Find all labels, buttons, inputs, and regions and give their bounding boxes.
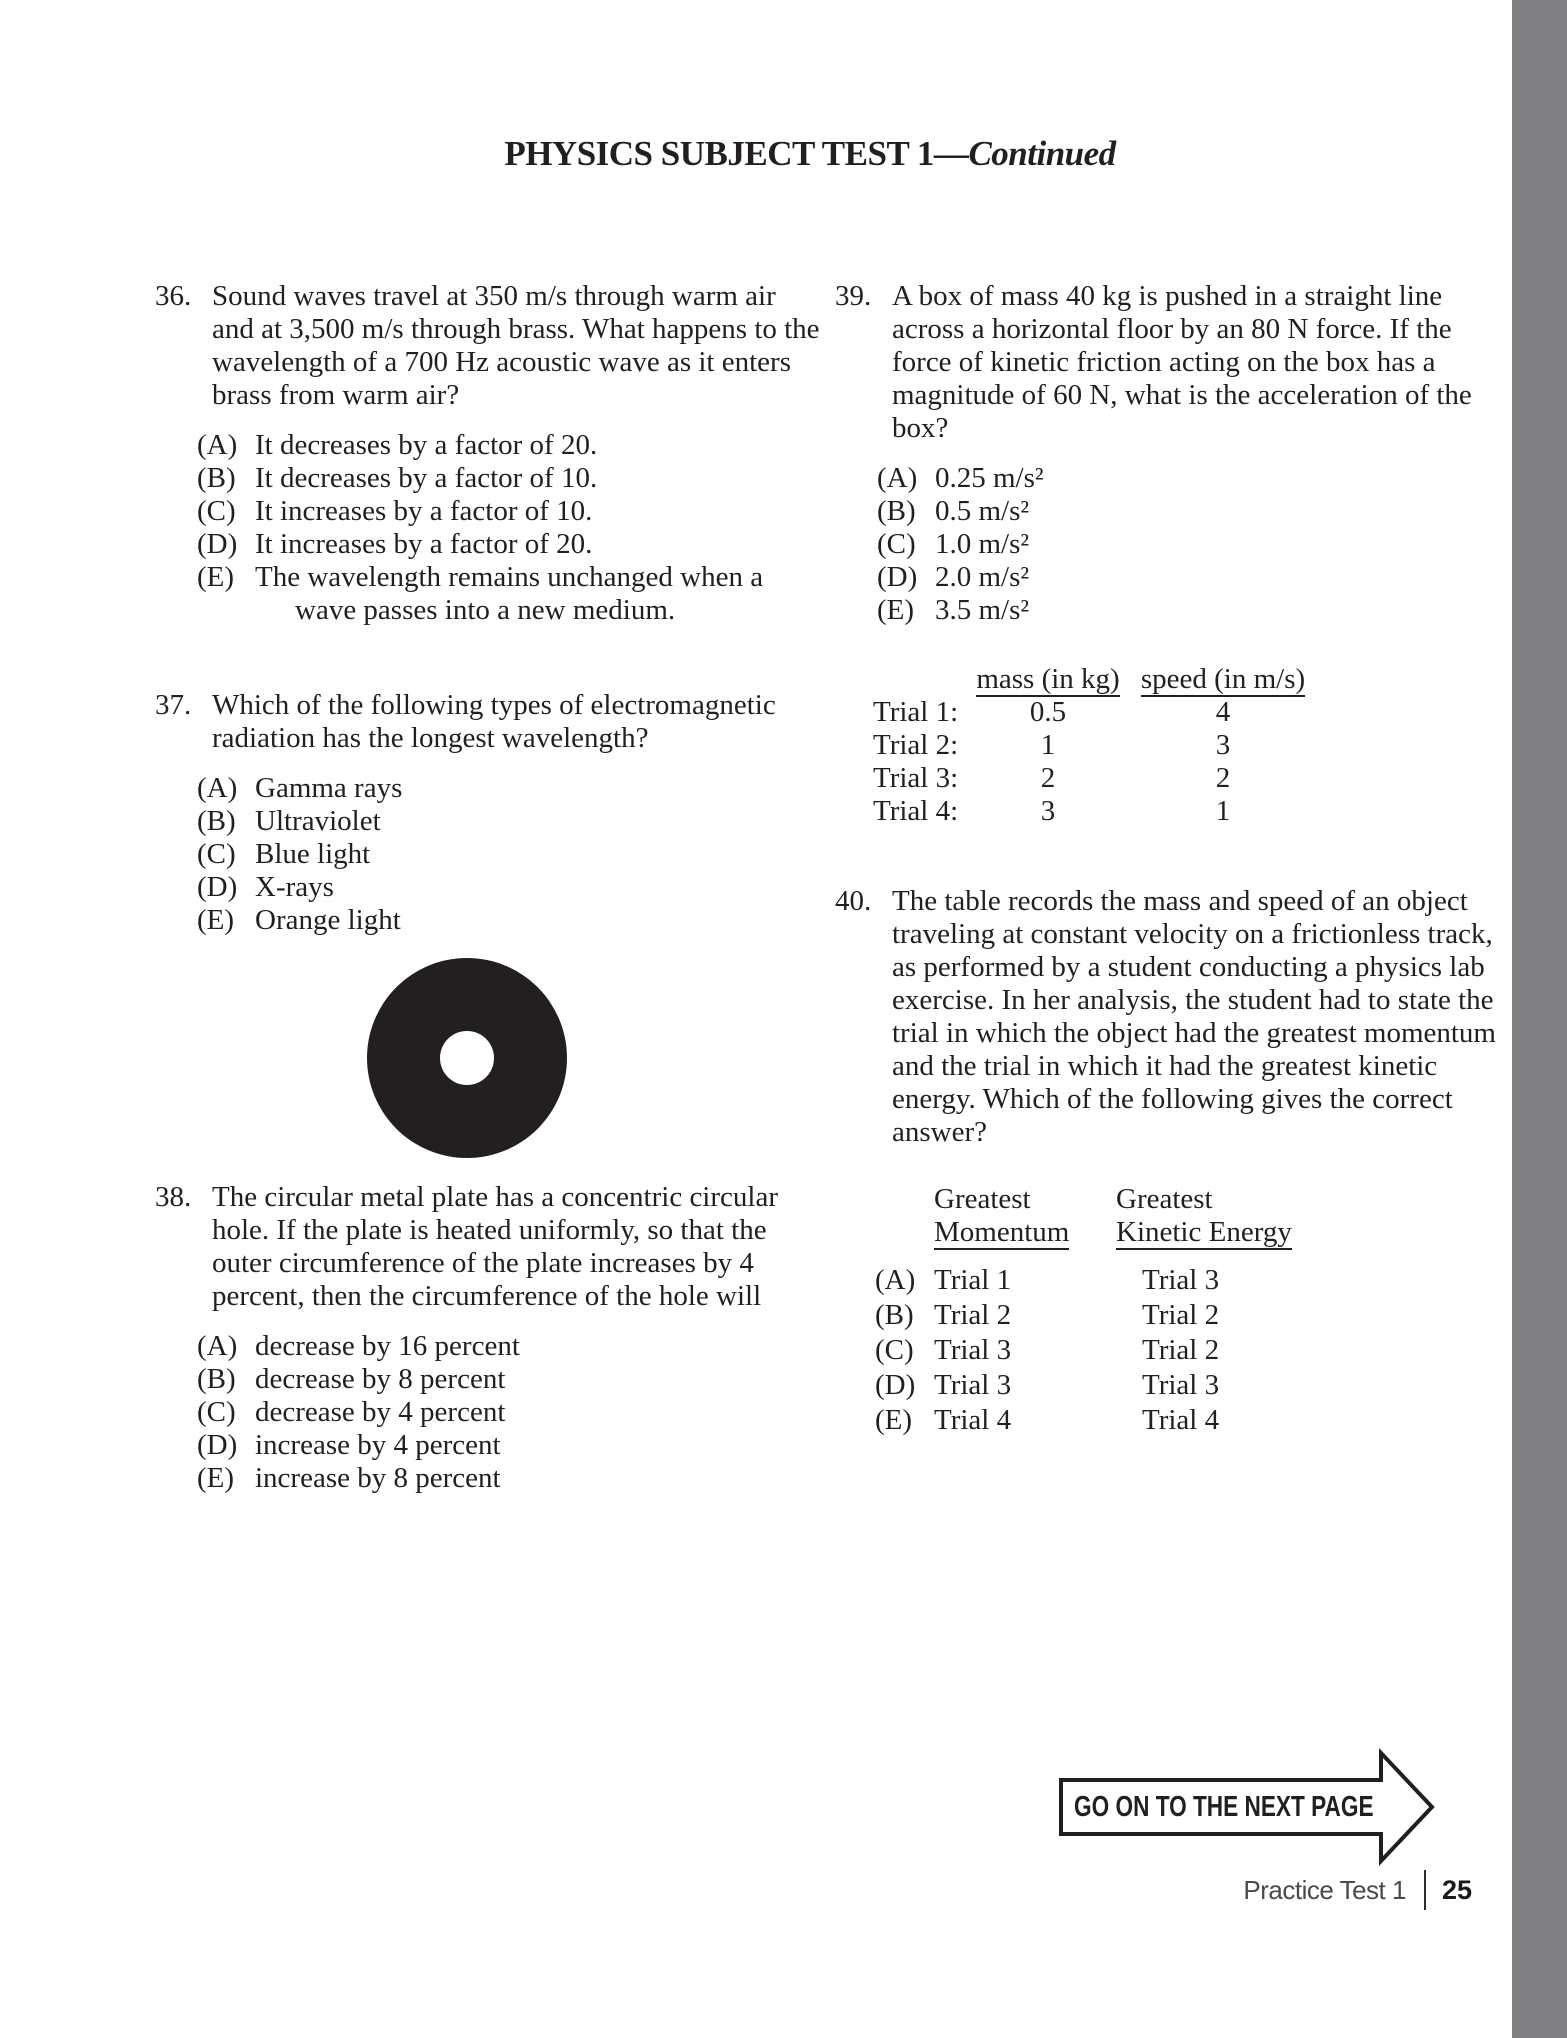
momentum-header-line2: Momentum [934,1216,1070,1248]
page-footer [1243,1870,1472,1910]
option-row [877,462,1500,495]
question-38 [155,1181,820,1495]
option-row [197,904,820,937]
option-label: (A) [197,1330,238,1362]
kinetic-header-line1: Greatest [1116,1183,1213,1215]
option-text: Orange light [255,904,401,936]
option-text: It decreases by a factor of 20. [255,429,598,461]
option-text: It increases by a factor of 20. [255,528,593,560]
option-row [197,462,820,495]
option-label: (A) [197,772,238,804]
practice-test-label: Practice Test 1 [1243,1874,1406,1905]
page-edge-stripe [1512,0,1567,2038]
table-speed-value: 1 [1215,795,1231,827]
option-label: (B) [197,805,236,837]
option-text: 1.0 m/s² [935,528,1030,560]
option-label: (B) [197,1363,236,1395]
option-label: (A) [197,429,238,461]
answer-options [197,1330,820,1495]
question-number: 40. [835,885,872,917]
option-label: (A) [877,462,918,494]
option-label: (B) [875,1299,914,1331]
momentum-answer: Trial 3 [934,1334,1012,1366]
kinetic-answer: Trial 2 [1142,1334,1220,1366]
question-number: 39. [835,280,872,312]
option-text: Ultraviolet [255,805,381,837]
question-text: Which of the following types of electromagnetic radiation has the longest wavelength? [212,689,776,754]
table-speed-value: 4 [1215,696,1231,728]
question-text: The table records the mass and speed of an object traveling at constant velocity on a frictionless track, as performed by a student conducting a physics lab exercise. In her analysis, the student had to state the trial in which the object had the greatest momentum and the trial in which it had the greatest kinetic energy. Which of the following gives the correct answer? [892,885,1496,1148]
table-corner-cell [873,663,968,696]
page-title [120,134,1500,174]
option-row [197,838,820,871]
option-label: (B) [197,462,236,494]
table-speed-value: 2 [1215,762,1231,794]
page-title-continued: Continued [968,134,1116,173]
option-label: (C) [875,1334,914,1366]
table-row-label: Trial 3: [873,762,959,794]
option-text: X-rays [255,871,334,903]
option-label: (D) [875,1369,916,1401]
option-row [877,495,1500,528]
momentum-energy-answer-table [875,1183,1500,1438]
table-speed-value: 3 [1215,729,1231,761]
option-label: (D) [197,871,238,903]
table-row-label: Trial 2: [873,729,959,761]
question-40 [835,885,1500,1438]
momentum-answer: Trial 3 [934,1369,1012,1401]
option-text: It increases by a factor of 10. [255,495,593,527]
go-on-next-page-label: GO ON TO THE NEXT PAGE [1074,1790,1374,1823]
option-label: (E) [197,561,235,593]
table-mass-value: 2 [1040,762,1056,794]
option-text: decrease by 8 percent [255,1363,506,1395]
option-row [877,528,1500,561]
answer-options [197,772,820,937]
table-row-label: Trial 1: [873,696,959,728]
page-number: 25 [1441,1874,1472,1905]
option-row [197,805,820,838]
option-label: (D) [197,528,238,560]
option-text: Blue light [255,838,371,870]
right-column [835,280,1500,1438]
left-column [155,280,820,1495]
mass-column-header: mass (in kg) [976,663,1120,695]
option-label: (D) [197,1429,238,1461]
option-label: (C) [877,528,916,560]
question-text: Sound waves travel at 350 m/s through warm air and at 3,500 m/s through brass. What happens to the wavelength of a 700 Hz acoustic wave as it enters brass from warm air? [212,280,820,411]
footer-divider [1424,1870,1426,1910]
option-row [197,871,820,904]
momentum-answer: Trial 1 [934,1264,1012,1296]
question-36 [155,280,820,627]
option-text: increase by 8 percent [255,1462,501,1494]
question-38-figure [155,955,820,1161]
option-row [877,561,1500,594]
kinetic-answer: Trial 4 [1142,1404,1220,1436]
page-title-main: PHYSICS SUBJECT TEST 1— [504,134,969,173]
mass-speed-table [835,663,1500,828]
momentum-header-line1: Greatest [934,1183,1031,1215]
question-text: The circular metal plate has a concentric circular hole. If the plate is heated uniformly, so that the outer circumference of the plate increases by 4 percent, then the circumference of the hole will [212,1181,778,1312]
answer-options [197,429,820,627]
kinetic-answer: Trial 2 [1142,1299,1220,1331]
question-number: 37. [155,689,192,721]
option-row [197,495,820,528]
option-text: 0.25 m/s² [935,462,1044,494]
go-on-next-page-banner [1058,1748,1436,1866]
option-text: decrease by 16 percent [255,1330,520,1362]
momentum-answer: Trial 2 [934,1299,1012,1331]
option-label: (E) [197,1462,235,1494]
kinetic-answer: Trial 3 [1142,1369,1220,1401]
question-39 [835,280,1500,627]
option-label: (C) [197,838,236,870]
option-label: (B) [877,495,916,527]
table-row-label: Trial 4: [873,795,959,827]
option-text: It decreases by a factor of 10. [255,462,598,494]
option-label: (C) [197,495,236,527]
option-label: (E) [197,904,235,936]
option-row [877,594,1500,627]
option-row [197,561,820,627]
momentum-answer: Trial 4 [934,1404,1012,1436]
option-text: Gamma rays [255,772,403,804]
option-row [197,1429,820,1462]
option-label: (C) [197,1396,236,1428]
question-number: 36. [155,280,192,312]
table-mass-value: 0.5 [1029,696,1067,728]
option-row [197,772,820,805]
option-row [197,429,820,462]
option-row [197,1363,820,1396]
option-label: (A) [875,1264,916,1296]
speed-column-header: speed (in m/s) [1140,663,1306,695]
kinetic-answer: Trial 3 [1142,1264,1220,1296]
option-row [197,1396,820,1429]
option-label: (E) [877,594,915,626]
question-text: A box of mass 40 kg is pushed in a straight line across a horizontal floor by an 80 N force. If the force of kinetic friction acting on the box has a magnitude of 60 N, what is the acceleration of the box? [892,280,1472,444]
option-label: (D) [877,561,918,593]
option-text: The wavelength remains unchanged when a wave passes into a new medium. [255,561,764,626]
option-row [197,528,820,561]
option-text: increase by 4 percent [255,1429,501,1461]
option-row [197,1330,820,1363]
option-label: (E) [875,1404,913,1436]
table-mass-value: 1 [1040,729,1056,761]
table-mass-value: 3 [1040,795,1056,827]
option-text: 2.0 m/s² [935,561,1030,593]
option-text: 3.5 m/s² [935,594,1030,626]
question-37 [155,689,820,937]
option-text: 0.5 m/s² [935,495,1030,527]
option-text: decrease by 4 percent [255,1396,506,1428]
question-number: 38. [155,1181,192,1213]
circular-plate-with-hole-figure [364,955,570,1161]
kinetic-header-line2: Kinetic Energy [1116,1216,1292,1248]
answer-options [877,462,1500,627]
option-row [197,1462,820,1495]
